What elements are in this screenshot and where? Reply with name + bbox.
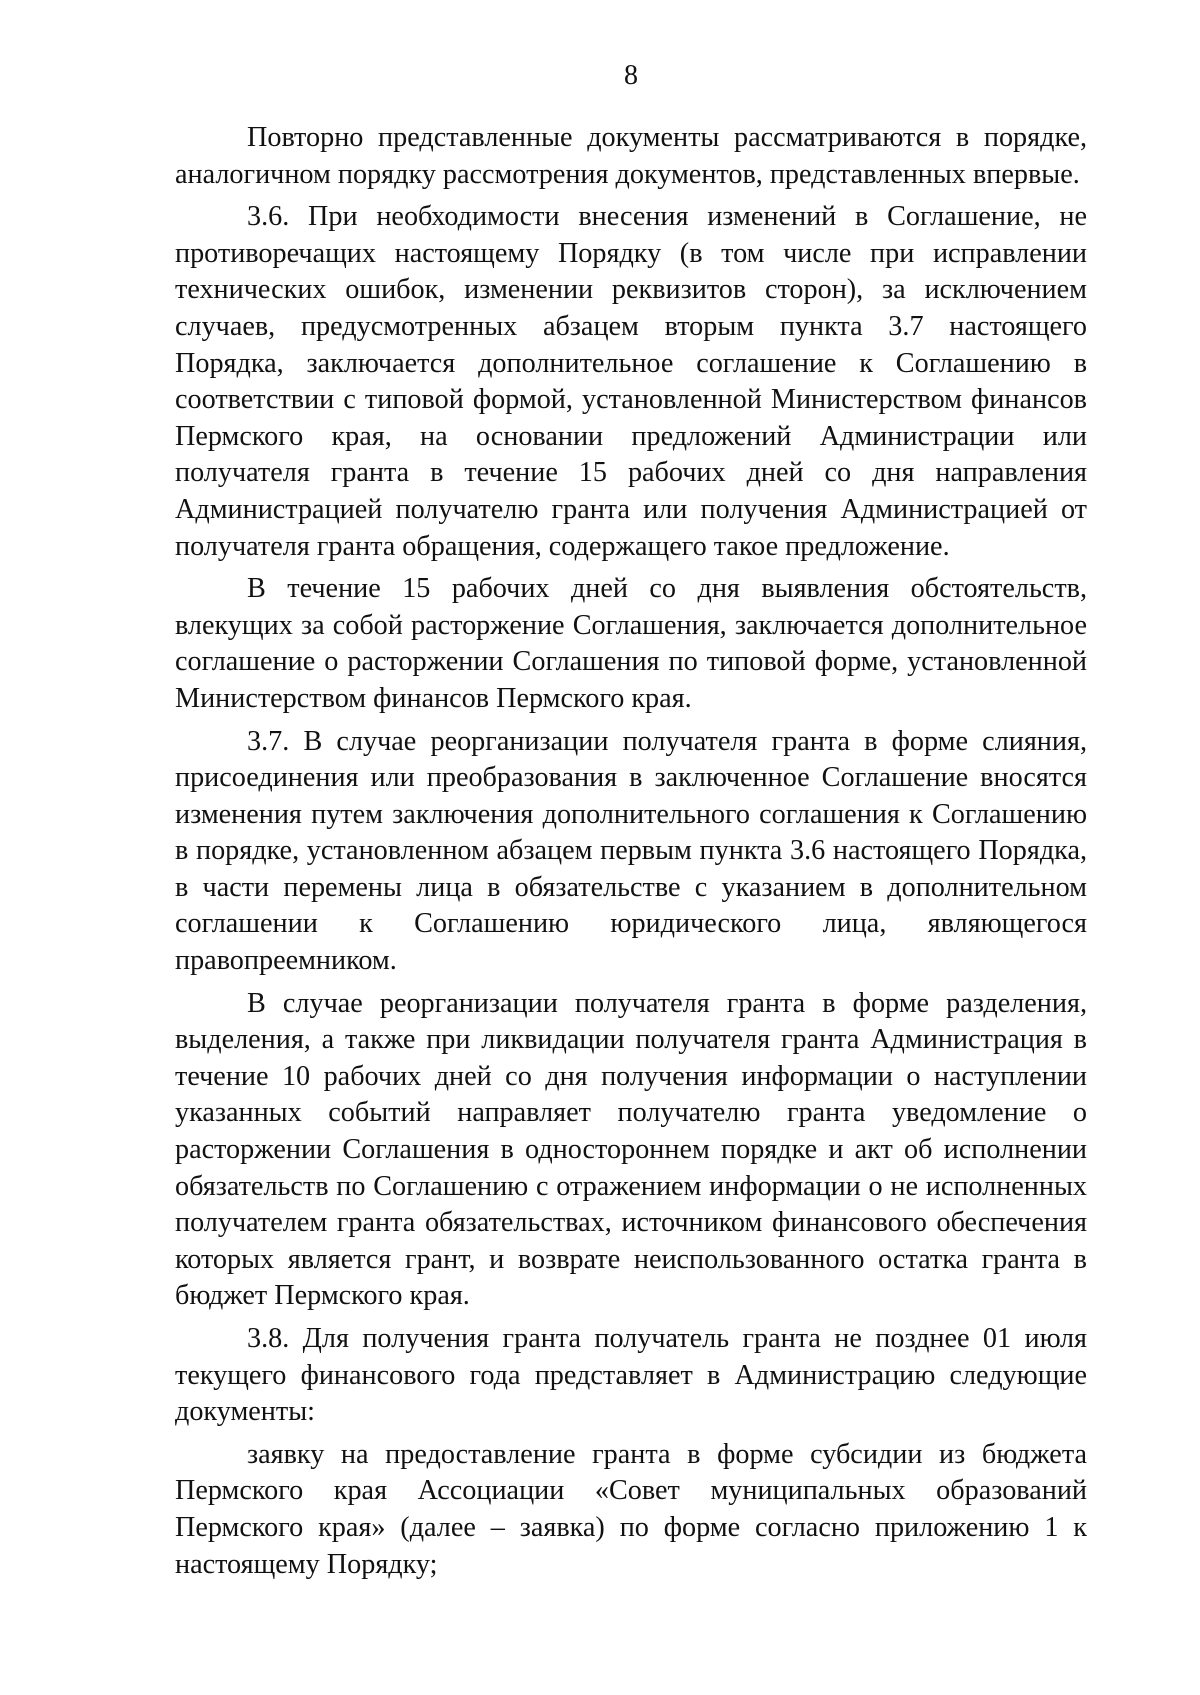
document-body	[175, 120, 1087, 1583]
paragraph-reorganization: В случае реорганизации получателя гранта в форме разделения, выделения, а также при ликвидации получателя гранта Администрация в течение 10 рабочих дней со дня получения информации о наступлении указанных событий направляет получателю гранта уведомление о расторжении Соглашения в одностороннем порядке и акт об исполнении обязательств по Соглашению с отражением информации о не исполненных получателем гранта обязательствах, источником финансового обеспечения которых является грант, и возврате неиспользованного остатка гранта в бюджет Пермского края.	[175, 987, 1087, 1312]
paragraph-resubmitted-documents: Повторно представленные документы рассматриваются в порядке, аналогичном порядку рассмотрения документов, представленных впервые.	[175, 122, 1087, 190]
paragraph-3-7: 3.7. В случае реорганизации получателя гранта в форме слияния, присоединения или преобразования в заключенное Соглашение вносятся изменения путем заключения дополнительного соглашения к Соглашению в порядке, установленном абзацем первым пункта 3.6 настоящего Порядка, в части перемены лица в обязательстве с указанием в дополнительном соглашении к Соглашению юридического лица, являющегося правопреемником.	[175, 725, 1087, 977]
paragraph-3-6: 3.6. При необходимости внесения изменений в Соглашение, не противоречащих настоящему Порядку (в том числе при исправлении технических ошибок, изменении реквизитов сторон), за исключением случаев, предусмотренных абзацем вторым пункта 3.7 настоящего Порядка, заключается дополнительное соглашение к Соглашению в соответствии с типовой формой, установленной Министерством финансов Пермского края, на основании предложений Администрации или получателя гранта в течение 15 рабочих дней со дня направления Администрацией получателю гранта или получения Администрацией от получателя гранта обращения, содержащего такое предложение.	[175, 201, 1087, 562]
paragraph-termination: В течение 15 рабочих дней со дня выявления обстоятельств, влекущих за собой расторжение Соглашения, заключается дополнительное соглашение о расторжении Соглашения по типовой форме, установленной Министерством финансов Пермского края.	[175, 573, 1087, 714]
paragraph-3-8: 3.8. Для получения гранта получатель гранта не позднее 01 июля текущего финансового года представляет в Администрацию следующие документы:	[175, 1323, 1087, 1428]
paragraph-application: заявку на предоставление гранта в форме субсидии из бюджета Пермского края Ассоциации «Совет муниципальных образований Пермского края» (далее – заявка) по форме согласно приложению 1 к настоящему Порядку;	[175, 1438, 1087, 1580]
page-number: 8	[624, 60, 638, 91]
